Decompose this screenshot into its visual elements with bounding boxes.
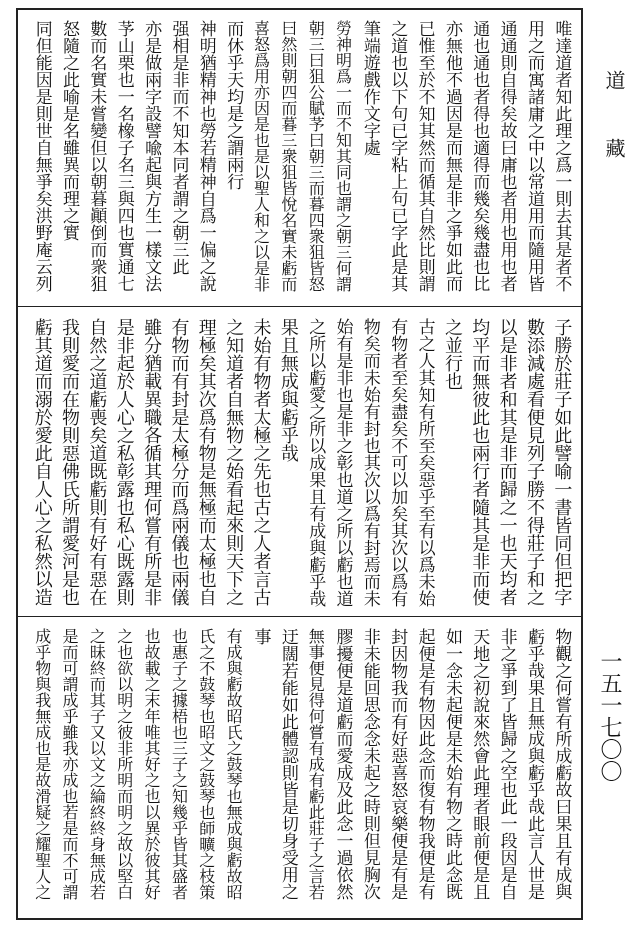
text-column: 强相是非而不知本同者謂之朝三此	[168, 20, 189, 275]
text-column: 事	[250, 628, 271, 645]
text-column: 筆端遊戲作文字處	[359, 20, 380, 156]
text-column: 自然之道虧喪矣道既虧則有好有惡在	[86, 318, 108, 606]
register-middle	[18, 308, 581, 616]
text-column: 天地之初說來然會此理者眼前便是且	[469, 628, 490, 900]
text-column: 非未能回思念念未起之時則但見胸次	[359, 628, 380, 900]
page-frame	[16, 8, 583, 920]
text-column: 未始有物者太極之先也古之人者言古	[250, 318, 272, 606]
text-column: 有物而有封是太極分而爲兩儀也兩儀	[168, 318, 190, 606]
text-column: 是而可謂成乎雖我亦成也若是而不可謂	[60, 628, 80, 900]
text-column: 雖分猶載異職各循其理何嘗有所是非	[141, 318, 163, 606]
text-column: 已惟至於不知其然而循其自然比則謂	[414, 20, 435, 292]
text-column: 通也通也者得也適得而幾矣幾盡也比	[469, 20, 490, 292]
text-column: 有成與虧故昭氏之鼓琴也無成與虧故昭	[224, 628, 244, 900]
text-column: 如一念未起便是未始有物之時此念既	[441, 628, 462, 900]
text-column: 子勝於莊子如此譬喻一書皆同但把字	[551, 318, 573, 606]
text-column: 是非起於人心之私彰露也私心既露則	[113, 318, 135, 606]
register-divider-2	[18, 616, 581, 617]
text-column: 均平而無彼此也兩行者隨其是非而使	[469, 318, 491, 606]
text-column: 虧乎哉果且無成與虧乎哉此言人世是	[523, 628, 544, 900]
text-column: 古之人其知有所至矣惡乎至有以爲未始	[414, 318, 435, 607]
margin-page-number: 一五一七〇〇	[597, 650, 622, 782]
text-column: 亦是做兩字設譬喩起與方生一樣文法	[141, 20, 162, 292]
text-column: 以是非者和其是非而歸之一也天均者	[496, 318, 518, 606]
text-column: 虧其道而溺於愛此自人心之私然以造	[31, 318, 53, 606]
text-column: 物矣而未始有封也其次以爲有封焉而未	[359, 318, 380, 607]
text-column: 朝三曰狙公賦芧曰朝三而暮四衆狙皆怒	[306, 20, 326, 292]
text-column: 通通則自得矣故曰庸也者用也用也者	[496, 20, 517, 292]
text-column: 同但能因是則世自無爭矣洪野庵云列	[31, 20, 52, 292]
text-column: 神明猶精神也勞若精神自爲一偏之說	[195, 20, 216, 292]
text-column: 之道也以下句已字粘上句已字此是其	[387, 20, 408, 292]
text-column: 曰然則朝四而暮三衆狙皆悅名實未虧而	[278, 20, 298, 292]
register-lower	[18, 618, 581, 920]
text-column: 始有是非也是非之彰也道之所以虧也道	[332, 318, 353, 607]
text-column: 迂闊若能如此體認則皆是切身受用之	[277, 628, 298, 900]
text-column: 之知道者自無物之始看起來則天下之	[223, 318, 245, 606]
text-column: 無事便見得何嘗有成有虧此莊子之言若	[306, 628, 326, 900]
text-column: 怒隨之此喻是名雖異而理之實	[59, 20, 80, 241]
text-column: 之所以虧愛之所以成果且有成與虧乎哉	[305, 318, 326, 607]
text-column: 理極矣其次爲有物是無極而太極也自	[195, 318, 217, 606]
text-column: 唯達道者知此理之爲一則去其是者不	[551, 20, 572, 292]
text-column: 果且無成與虧乎哉	[277, 318, 299, 462]
text-column: 而休乎天均是之謂兩行	[223, 20, 244, 190]
text-column: 喜怒爲用亦因是也是以聖人和之以是非	[251, 20, 271, 292]
text-column: 封因物我而有好惡喜怒哀樂便是有是	[387, 628, 408, 900]
text-column: 數而名實未嘗變但以朝暮顚倒而衆狙	[86, 20, 107, 292]
register-divider-1	[18, 306, 581, 307]
text-column: 之也欲以明之彼非所明而明之故以堅白	[114, 628, 134, 900]
text-column: 膠擾便是道虧而愛成及此念一過依然	[332, 628, 353, 900]
text-column: 氏之不鼓琴也昭文之鼓琴也師曠之枝策	[196, 628, 216, 900]
text-column: 勞神明爲一而不知其同也謂之朝三何謂	[333, 20, 353, 292]
text-column: 亦無他不過因是而無是非之爭如此而	[441, 20, 462, 292]
text-column: 芧山栗也一名橡子名三與四也實通七	[113, 20, 134, 292]
text-column: 也惠子之據梧也三子之知幾乎皆其盛者	[169, 628, 189, 900]
text-column: 起便是有物因此念而復有物我便是有	[414, 628, 435, 900]
text-column: 用之而寓諸庸之中以常道用而隨用皆	[523, 20, 544, 292]
text-column: 成乎物與我無成也是故滑疑之耀聖人之	[32, 628, 52, 900]
register-upper	[18, 10, 581, 306]
text-column: 之並行也	[441, 318, 463, 390]
text-column: 非之爭到了皆歸之空也此一段因是自	[496, 628, 517, 900]
text-column: 也故載之末年唯其好之也以異於彼其好	[142, 628, 162, 900]
text-column: 物觀之何嘗有所成虧故曰果且有成與	[551, 628, 572, 900]
text-column: 有物者至矣盡矣不可以加矣其次以爲有	[387, 318, 408, 607]
text-column: 數添減處看便見列子勝不得莊子和之	[523, 318, 545, 606]
text-column: 之昧終而其子又以文之綸終終身無成若	[87, 628, 107, 900]
margin-title-label: 道 藏	[602, 70, 626, 172]
text-column: 我則愛而在物則惡佛氏所謂愛河是也	[59, 318, 81, 606]
